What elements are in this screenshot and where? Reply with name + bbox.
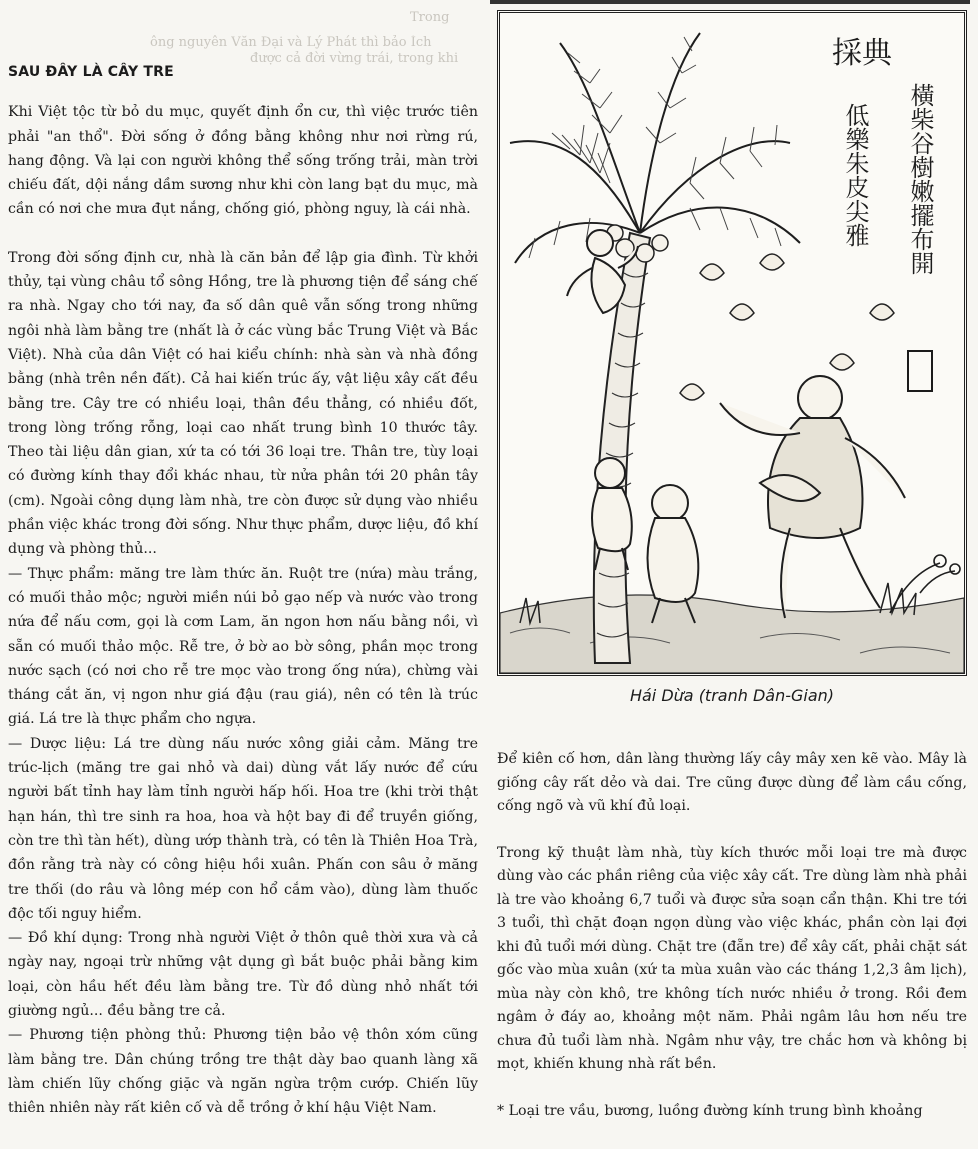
left-column xyxy=(8,60,478,1120)
bleed-through-text: ông nguyên Văn Đại và Lý Phát thì bảo Ích xyxy=(150,35,432,50)
paragraph: Khi Việt tộc từ bỏ du mục, quyết định ổn cư, thì việc trước tiên phải "an thổ". Đời sống ở đồng bằng không như nơi rừng rú, hang động. Và lại con người không thể sống trống trải, màn trời chiếu đất, dội nắng dầm sương như khi còn lang bạt du mục, mà cần có nơi che mưa đụt nắng, chống gió, phòng nguy, là cái nhà. xyxy=(8,104,478,218)
paragraph: — Đồ khí dụng: Trong nhà người Việt ở thôn quê thời xưa và cả ngày nay, ngoại trừ những vật dụng gì bắt buộc phải bằng kim loại, còn hầu hết đều làm bằng tre. Từ đồ dùng nhỏ nhất tới giường ngủ... đều bằng tre cả. xyxy=(8,930,478,1019)
folk-painting-figure xyxy=(497,10,967,676)
seal-stamp xyxy=(908,351,932,391)
paragraph: — Phương tiện phòng thủ: Phương tiện bảo vệ thôn xóm cũng làm bằng tre. Dân chúng trồng tre thật dày bao quanh làng xã làm chiến lũy chống giặc và ngăn ngừa trộm cướp. Chiến lũy thiên nhiên này rất kiên cố và dễ trồng ở khí hậu Việt Nam. xyxy=(8,1027,478,1117)
figure-caption: Hái Dừa (tranh Dân-Gian) xyxy=(629,686,835,705)
right-column xyxy=(497,748,967,1123)
calligraphy-title: 採典 xyxy=(832,36,892,71)
bleed-through-text: được cả đời vừng trái, trong khi xyxy=(250,51,459,66)
paragraph: — Thực phẩm: măng tre làm thức ăn. Ruột tre (nứa) màu trắng, có muối thảo mộc; người miền núi bỏ gạo nếp và nước vào trong nứa để nấu cơm, gọi là cơm Lam, ăn ngon hơn nấu bằng nồi, vì sẵn có muối thảo mộc. Rễ tre, ở bờ ao bờ sông, phần mọc trong nước sạch (có nơi cho rễ tre mọc vào trong ống nứa), chừng vài tháng cắt ăn, vị ngon như giá đậu (rau giá), nên có tên là trúc giá. Lá tre là thực phẩm cho ngựa. xyxy=(8,565,478,728)
paragraph: — Dược liệu: Lá tre dùng nấu nước xông giải cảm. Măng tre trúc-lịch (măng tre gai nhỏ và dai) dùng vắt lấy nước để cứu người bất tỉnh hay làm tỉnh người hấp hối. Hoa tre (khi trời thật hạn hán, thì tre sinh ra hoa, hoa và hột bay đi để truyền giống, còn tre thì tàn hết), dùng ướp thành trà, có tên là Thiên Hoa Trà, đồn rằng trà này có công hiệu hồi xuân. Phấn con sâu ở măng tre thối (do râu và lông mép con hổ cắm vào), dùng làm thuốc độc tối nguy hiểm. xyxy=(8,735,478,922)
paragraph: Trong đời sống định cư, nhà là căn bản để lập gia đình. Từ khởi thủy, tại vùng châu tổ sông Hồng, tre là phương tiện để sáng chế ra nhà. Ngay cho tới nay, đa số dân quê vẫn sống trong những ngôi nhà làm bằng tre (nhất là ở các vùng bắc Trung Việt và Bắc Việt). Nhà của dân Việt có hai kiểu chính: nhà sàn và nhà đồng bằng (nhà trên nền đất). Cả hai kiến trúc ấy, vật liệu xây cất đều bằng tre. Cây tre có nhiều loại, thân đều thẳng, có nhiều đốt, trong lòng trống rỗng, loại cao nhất trung bình 10 thước tây. Theo tài liệu dân gian, xứ ta có tới 36 loại tre. Thân tre, tùy loại có đường kính thay đổi khác nhau, từ nửa phân tới 20 phân tây (cm). Ngoài công dụng làm nhà, tre còn được sử dụng vào nhiều phần việc khác trong đời sống. Như thực phẩm, dược liệu, đồ khí dụng và phòng thủ... xyxy=(8,249,478,558)
coconut-picking-illustration xyxy=(500,13,964,673)
top-rule xyxy=(490,0,970,4)
calligraphy-column: 低樂朱皮尖雅 xyxy=(841,103,869,247)
paragraph: Trong kỹ thuật làm nhà, tùy kích thước mỗi loại tre mà được dùng vào các phần riêng của việc xây cất. Tre dùng làm nhà phải là tre vào khoảng 6,7 tuổi và được sửa soạn cẩn thận. Khi tre tới 3 tuổi, thì chặt đoạn ngọn dùng vào việc khác, phần còn lại đợi khi đủ tuổi mới dùng. Chặt tre (đẵn tre) để xây cất, phải chặt sát gốc vào mùa xuân (xứ ta mùa xuân vào các tháng 1,2,3 âm lịch), mùa này còn khô, tre không tích nước nhiều ở trong. Rồi đem ngâm ở đáy ao, khoảng một năm. Phải ngâm lâu hơn nếu tre chưa đủ tuổi làm nhà. Ngâm như vậy, tre chắc hơn và không bị mọt, khiến khung nhà rất bền. xyxy=(497,844,967,1072)
calligraphy-column: 橫柴谷樹嫩擺布開 xyxy=(906,83,934,275)
section-heading: SAU ĐÂY LÀ CÂY TRE xyxy=(8,64,174,80)
bleed-through-text: Trong xyxy=(410,10,450,25)
footnote: * Loại tre vầu, bương, luồng đường kính trung bình khoảng xyxy=(497,1102,923,1119)
paragraph: Để kiên cố hơn, dân làng thường lấy cây mây xen kẽ vào. Mây là giống cây rất dẻo và dai. Tre cũng được dùng để làm cầu cống, cống ngõ và vũ khí đủ loại. xyxy=(497,751,967,814)
